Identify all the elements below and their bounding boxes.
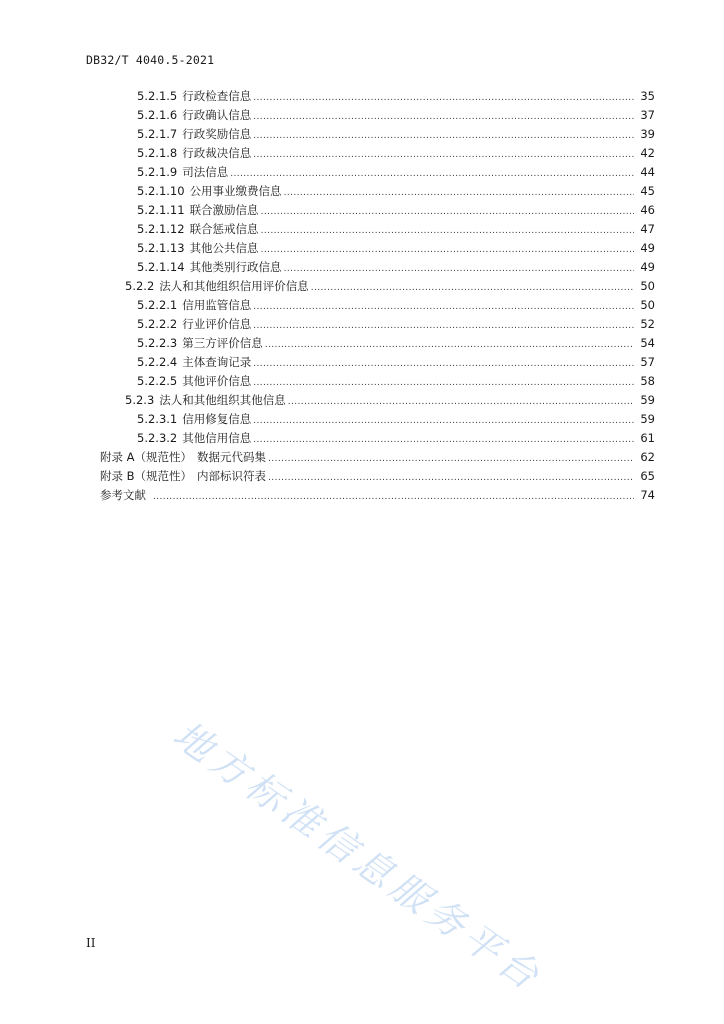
toc-entry-page: 45 xyxy=(640,184,655,198)
toc-entry-title: 信用监管信息 xyxy=(182,298,252,312)
toc-entry[interactable] xyxy=(0,106,724,125)
toc-entry-title: 其他公共信息 xyxy=(189,241,259,255)
toc-entry-page: 46 xyxy=(640,203,655,217)
toc-entry[interactable] xyxy=(0,372,724,391)
toc-entry-title: 公用事业缴费信息 xyxy=(189,184,282,198)
toc-entry[interactable] xyxy=(0,258,724,277)
toc-entry-number: 5.2.2.5 xyxy=(137,374,178,388)
watermark: 地方标准信息服务平台 xyxy=(165,712,552,1001)
toc-entry-title: 司法信息 xyxy=(182,165,229,179)
toc-entry-page: 50 xyxy=(640,298,655,312)
toc-entry-number: 5.2.1.13 xyxy=(137,241,185,255)
toc-entry-page: 42 xyxy=(640,146,655,160)
toc-entry[interactable] xyxy=(0,296,724,315)
toc-entry-title: 主体查询记录 xyxy=(182,355,252,369)
toc-entry[interactable] xyxy=(0,467,724,486)
toc-entry-title: 法人和其他组织信用评价信息 xyxy=(159,279,309,293)
toc-entry-page: 54 xyxy=(640,336,655,350)
toc-entry-title: 其他评价信息 xyxy=(182,374,252,388)
toc-entry[interactable] xyxy=(0,486,724,505)
toc-entry-page: 44 xyxy=(640,165,655,179)
toc-entry[interactable] xyxy=(0,182,724,201)
toc-entry[interactable] xyxy=(0,448,724,467)
toc-entry[interactable] xyxy=(0,410,724,429)
toc-entry-page: 61 xyxy=(640,431,655,445)
toc-entry-number: 5.2.1.5 xyxy=(137,89,178,103)
toc-entry-number: 5.2.2.4 xyxy=(137,355,178,369)
toc-entry-page: 59 xyxy=(640,412,655,426)
toc-entry[interactable] xyxy=(0,144,724,163)
toc-entry[interactable] xyxy=(0,277,724,296)
toc-entry-page: 37 xyxy=(640,108,655,122)
toc-entry[interactable] xyxy=(0,353,724,372)
toc-entry-number: 5.2.1.8 xyxy=(137,146,178,160)
page-number: II xyxy=(86,936,96,950)
toc-entry-number: 附录 A（规范性） xyxy=(100,450,193,464)
toc-entry-title: 数据元代码集 xyxy=(197,450,267,464)
toc-entry-number: 5.2.1.14 xyxy=(137,260,185,274)
toc-entry-title: 信用修复信息 xyxy=(182,412,252,426)
toc-entry-page: 62 xyxy=(640,450,655,464)
toc-entry-title: 行政检查信息 xyxy=(182,89,252,103)
toc-entry[interactable] xyxy=(0,429,724,448)
toc-entry-title: 第三方评价信息 xyxy=(182,336,263,350)
toc-entry-title: 联合惩戒信息 xyxy=(189,222,259,236)
toc-entry-page: 47 xyxy=(640,222,655,236)
toc-entry-number: 参考文献 xyxy=(100,488,146,502)
toc-entry-page: 74 xyxy=(640,488,655,502)
toc-entry-page: 59 xyxy=(640,393,655,407)
toc-entry[interactable] xyxy=(0,239,724,258)
toc-entry-page: 58 xyxy=(640,374,655,388)
toc-entry-number: 附录 B（规范性） xyxy=(100,469,193,483)
toc-entry-page: 65 xyxy=(640,469,655,483)
toc-entry-number: 5.2.3.2 xyxy=(137,431,178,445)
toc-entry-number: 5.2.1.6 xyxy=(137,108,178,122)
table-of-contents xyxy=(0,87,724,505)
toc-entry-number: 5.2.1.10 xyxy=(137,184,185,198)
toc-entry-title: 行政裁决信息 xyxy=(182,146,252,160)
document-code: DB32/T 4040.5-2021 xyxy=(86,53,215,67)
toc-entry-number: 5.2.3 xyxy=(125,393,155,407)
toc-entry-title: 内部标识符表 xyxy=(197,469,267,483)
toc-entry-page: 39 xyxy=(640,127,655,141)
toc-entry-number: 5.2.2.3 xyxy=(137,336,178,350)
toc-entry-number: 5.2.2.2 xyxy=(137,317,178,331)
toc-entry[interactable] xyxy=(0,87,724,106)
toc-entry-number: 5.2.1.9 xyxy=(137,165,178,179)
toc-entry-title: 其他类别行政信息 xyxy=(189,260,282,274)
toc-entry-number: 5.2.2.1 xyxy=(137,298,178,312)
toc-entry-page: 52 xyxy=(640,317,655,331)
toc-entry-title: 行政奖励信息 xyxy=(182,127,252,141)
toc-entry[interactable] xyxy=(0,125,724,144)
toc-entry-title: 其他信用信息 xyxy=(182,431,252,445)
toc-entry-page: 49 xyxy=(640,241,655,255)
toc-dot-leader xyxy=(153,488,634,507)
toc-entry[interactable] xyxy=(0,391,724,410)
toc-entry-title: 行政确认信息 xyxy=(182,108,252,122)
toc-entry[interactable] xyxy=(0,334,724,353)
toc-entry[interactable] xyxy=(0,315,724,334)
toc-entry-title: 联合激励信息 xyxy=(189,203,259,217)
toc-entry-page: 49 xyxy=(640,260,655,274)
toc-entry-title: 行业评价信息 xyxy=(182,317,252,331)
toc-entry-page: 50 xyxy=(640,279,655,293)
toc-entry[interactable] xyxy=(0,220,724,239)
toc-entry-page: 35 xyxy=(640,89,655,103)
toc-entry-page: 57 xyxy=(640,355,655,369)
toc-entry-number: 5.2.3.1 xyxy=(137,412,178,426)
toc-entry-number: 5.2.1.11 xyxy=(137,203,185,217)
toc-entry[interactable] xyxy=(0,201,724,220)
toc-entry[interactable] xyxy=(0,163,724,182)
toc-entry-number: 5.2.2 xyxy=(125,279,155,293)
toc-entry-title: 法人和其他组织其他信息 xyxy=(159,393,286,407)
toc-entry-number: 5.2.1.7 xyxy=(137,127,178,141)
toc-entry-number: 5.2.1.12 xyxy=(137,222,185,236)
